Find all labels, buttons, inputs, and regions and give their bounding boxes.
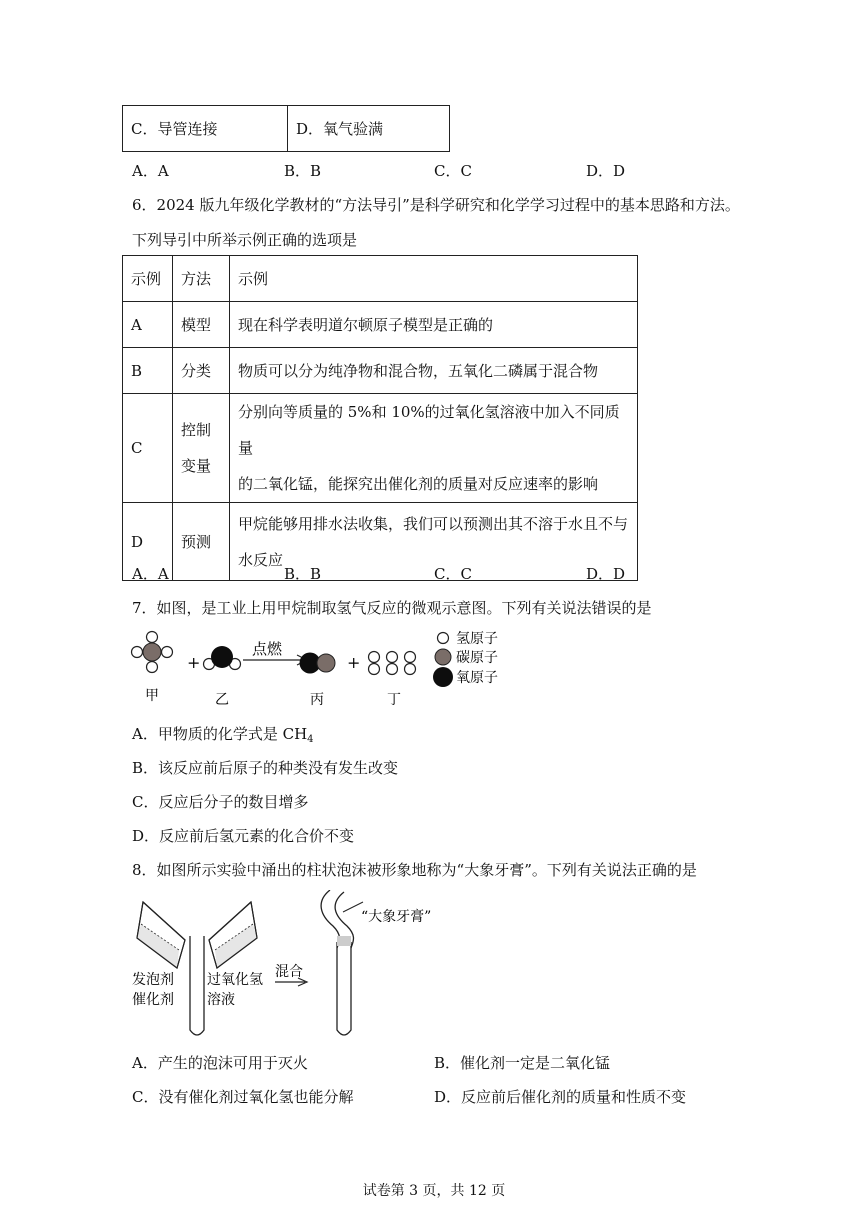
- q8-option-a[interactable]: A．产生的泡沫可用于灭火: [132, 1054, 308, 1072]
- q6-row-example-line: 水反应: [238, 550, 284, 569]
- methane-molecule: [132, 632, 173, 673]
- legend-hydrogen: 氢原子: [456, 631, 498, 647]
- q6-row-example-line: 分别向等质量的 5%和 10%的过氧化氢溶液中加入不同质量: [238, 403, 620, 457]
- q6-option-a[interactable]: A．A: [132, 565, 169, 583]
- q6-row-a: [123, 302, 638, 348]
- q6-stem-line2: 下列导引中所举示例正确的选项是: [132, 231, 358, 249]
- q7-option-a-subscript: 4: [307, 734, 314, 745]
- q6-stem-line1: 6．2024 版九年级化学教材的“方法导引”是科学研究和化学学习过程中的基本思路和方法。: [132, 196, 740, 214]
- q6-header-example-label: 示例: [123, 256, 173, 302]
- q6-row-d: [123, 503, 638, 581]
- q7-reaction-diagram: [125, 626, 515, 710]
- left-label-line2: 催化剂: [132, 992, 174, 1008]
- q7-option-c[interactable]: C．反应后分子的数目增多: [132, 793, 309, 811]
- q6-header-method: 方法: [173, 256, 230, 302]
- atom-legend: [433, 631, 498, 687]
- q6-option-c[interactable]: C．C: [434, 565, 472, 583]
- plus-sign: +: [187, 653, 201, 672]
- q6-option-d[interactable]: D．D: [586, 565, 626, 583]
- legend-oxygen: 氧原子: [456, 670, 498, 686]
- q5-cell-d: D．氧气验满: [288, 106, 450, 152]
- right-label-line1: 过氧化氢: [207, 972, 263, 988]
- left-label-line1: 发泡剂: [132, 972, 174, 988]
- q8-option-c[interactable]: C．没有催化剂过氧化氢也能分解: [132, 1088, 354, 1106]
- q6-row-example: 物质可以分为纯净物和混合物，五氧化二磷属于混合物: [230, 348, 638, 394]
- q6-header-row: [123, 256, 638, 302]
- test-tube: [190, 936, 204, 1035]
- q7-option-b[interactable]: B．该反应前后原子的种类没有发生改变: [132, 759, 399, 777]
- foam-pointer: [343, 902, 363, 912]
- foam-test-tube: [337, 942, 351, 1035]
- q6-row-method: 模型: [173, 302, 230, 348]
- label-ding: 丁: [387, 692, 401, 708]
- label-yi: 乙: [215, 692, 229, 708]
- q7-option-a[interactable]: [132, 723, 314, 745]
- arrow-label: 点燃: [252, 640, 283, 658]
- co-molecule: [300, 653, 336, 674]
- q6-row-method: [173, 394, 230, 503]
- hydrogen-molecules: [369, 652, 416, 675]
- right-label-line2: 溶液: [207, 992, 235, 1008]
- q8-option-d[interactable]: D．反应前后催化剂的质量和性质不变: [434, 1088, 687, 1106]
- right-beaker: [209, 902, 257, 968]
- q6-row-label: A: [123, 302, 173, 348]
- foam-band: [337, 936, 351, 946]
- q6-row-method-line: 控制: [181, 421, 212, 439]
- q6-row-method: 分类: [173, 348, 230, 394]
- q6-option-b[interactable]: B．B: [284, 565, 322, 583]
- q6-row-label: B: [123, 348, 173, 394]
- q5-option-c[interactable]: C．C: [434, 162, 472, 180]
- q6-header-example: 示例: [230, 256, 638, 302]
- q7-option-a-text: A．甲物质的化学式是 CH: [132, 725, 308, 743]
- q8-option-b[interactable]: B．催化剂一定是二氧化锰: [434, 1054, 611, 1072]
- q8-stem: 8．如图所示实验中涌出的柱状泡沫被形象地称为“大象牙膏”。下列有关说法正确的是: [132, 861, 697, 879]
- water-molecule: [204, 646, 241, 670]
- plus-sign: +: [347, 653, 361, 672]
- q6-row-example: 现在科学表明道尔顿原子模型是正确的: [230, 302, 638, 348]
- label-jia: 甲: [145, 688, 159, 704]
- q6-method-table: [122, 255, 638, 581]
- foam-label: “大象牙膏”: [361, 909, 432, 925]
- q6-row-method: 预测: [173, 503, 230, 581]
- q7-stem: 7．如图，是工业上用甲烷制取氢气反应的微观示意图。下列有关说法错误的是: [132, 599, 652, 617]
- label-bing: 丙: [310, 692, 324, 708]
- mix-label: 混合: [275, 964, 303, 980]
- q6-row-example: [230, 394, 638, 503]
- q5-option-a[interactable]: A．A: [132, 162, 169, 180]
- left-beaker: [137, 902, 185, 968]
- q5-option-table: [122, 105, 450, 152]
- q6-row-b: [123, 348, 638, 394]
- q7-option-d[interactable]: D．反应前后氢元素的化合价不变: [132, 827, 355, 845]
- q8-experiment-diagram: [125, 890, 485, 1040]
- q6-row-label: C: [123, 394, 173, 503]
- q6-row-label: D: [123, 503, 173, 581]
- q6-row-c: [123, 394, 638, 503]
- q6-row-example-line: 的二氧化锰，能探究出催化剂的质量对反应速率的影响: [238, 475, 599, 493]
- q5-option-d[interactable]: D．D: [586, 162, 626, 180]
- page-footer: 试卷第 3 页，共 12 页: [362, 1183, 506, 1199]
- legend-carbon: 碳原子: [456, 650, 498, 666]
- q6-row-method-line: 变量: [181, 457, 212, 475]
- q6-row-example-line: 甲烷能够用排水法收集，我们可以预测出其不溶于水且不与: [238, 514, 629, 533]
- q5-option-b[interactable]: B．B: [284, 162, 322, 180]
- q5-cell-c: C．导管连接: [123, 106, 288, 152]
